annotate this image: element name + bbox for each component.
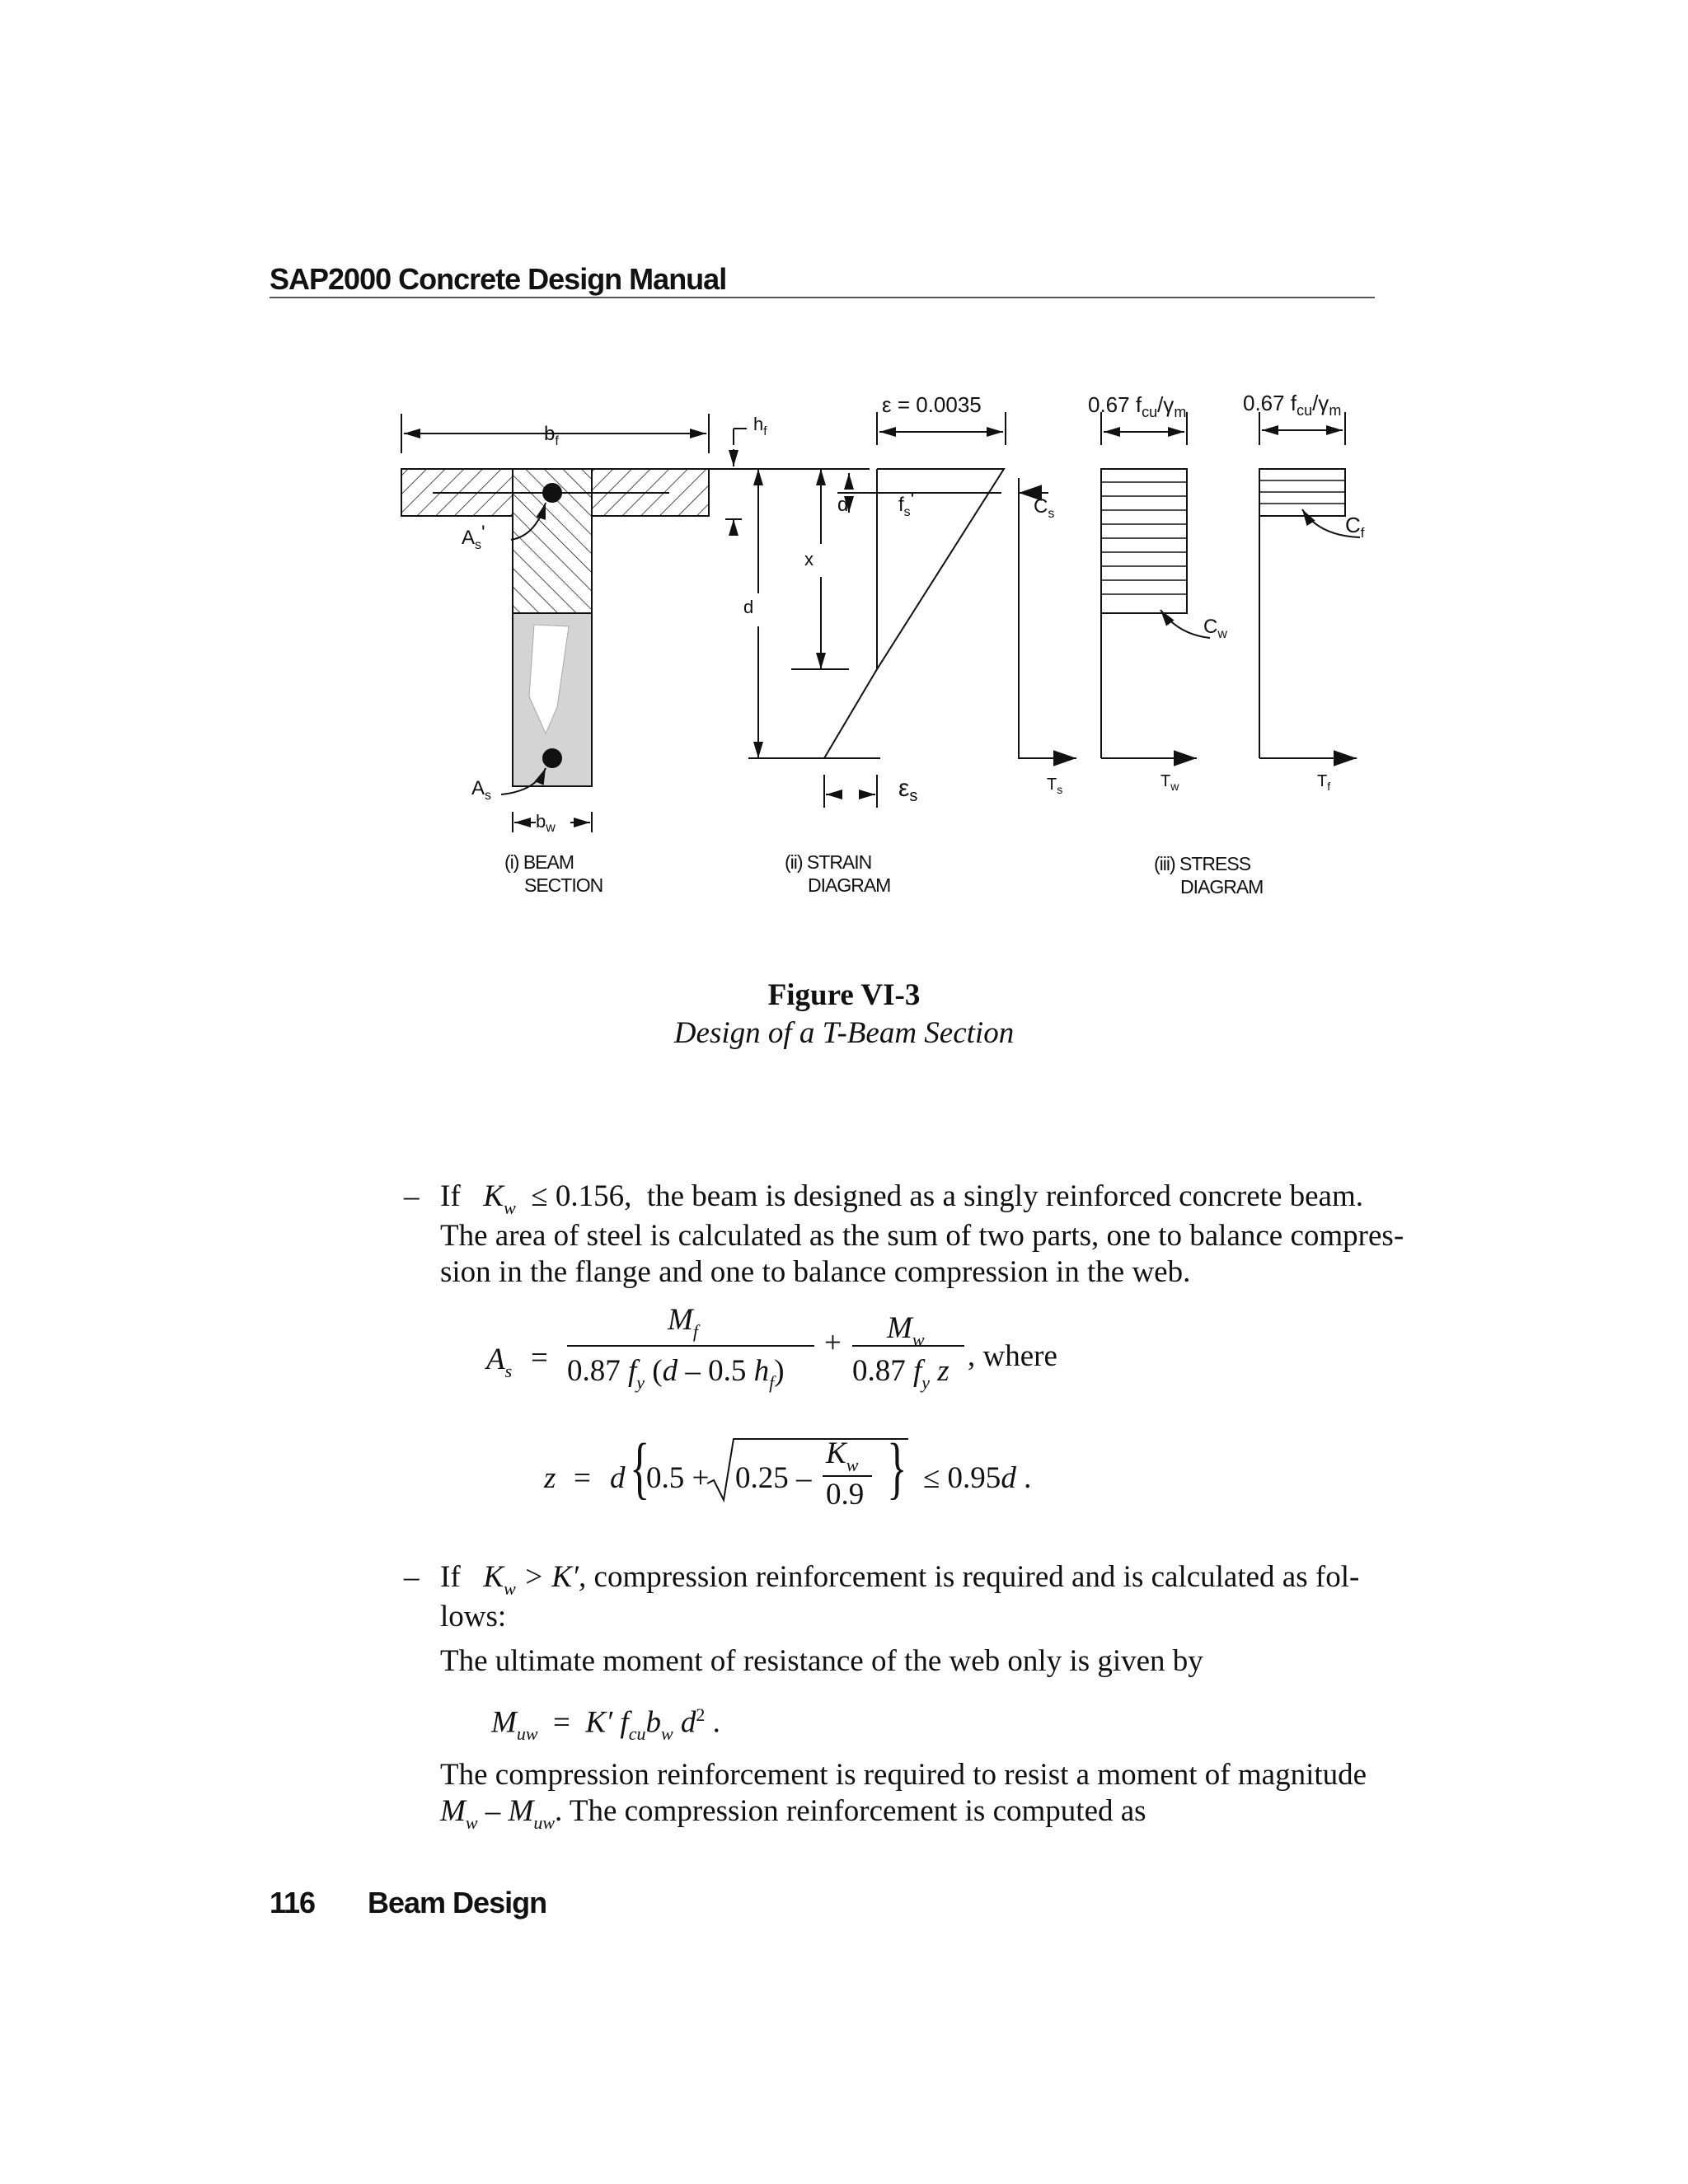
page-number: 116 bbox=[270, 1886, 316, 1919]
label-stress-2: DIAGRAM bbox=[1180, 876, 1264, 898]
flange-stress-lines bbox=[1259, 480, 1345, 504]
equation-z: z = d { 0.5 + 0.25 – $K_w$ 0.9 } ≤ 0.95d . bbox=[544, 1430, 1032, 1511]
label-as-prime: $A_s'$ bbox=[462, 522, 485, 552]
strain-upper bbox=[877, 469, 1004, 669]
web-stress-lines bbox=[1101, 482, 1187, 594]
label-cw: $C_w$ bbox=[1203, 616, 1227, 641]
t-beam-figure bbox=[0, 0, 1688, 948]
header-title: SAP2000 Concrete Design Manual bbox=[270, 262, 727, 296]
label-eps-s: $\varepsilon_s$ bbox=[898, 775, 918, 805]
strain-lower bbox=[824, 669, 877, 758]
fraction-bar-2 bbox=[852, 1345, 964, 1347]
web-stress-block bbox=[1101, 469, 1187, 613]
figure-caption-subtitle: Design of a T-Beam Section bbox=[673, 1016, 1015, 1050]
figure-caption-title: Figure VI-3 bbox=[767, 978, 921, 1012]
label-stress1: 0.67 $f_{cu}/\gamma_m$ bbox=[1088, 392, 1187, 420]
compression-steel bbox=[543, 484, 561, 502]
equation-as: $A_s$ = $M_f$ 0.87 $f_y$ (d – 0.5 $h_f$) + $M_w$ 0.87 $f_y$ z , where bbox=[486, 1303, 1057, 1393]
label-x: x bbox=[804, 549, 814, 569]
equation-muw: $M_{uw} = K'$ $f_{cu}b_w$ $d^2$ . bbox=[491, 1704, 720, 1745]
bullet-2-line-2: lows: bbox=[440, 1600, 507, 1633]
label-epsilon: ε = 0.0035 bbox=[882, 392, 982, 417]
label-d: d bbox=[743, 597, 754, 617]
cw-leader bbox=[1160, 610, 1210, 638]
label-hf: $h_f$ bbox=[753, 414, 767, 438]
paragraph-2-line-2: $M_w - M_{uw}$. The compression reinforcement is computed as bbox=[440, 1794, 1146, 1833]
bullet-1-line-1: If $K_w \le 0.156$, the beam is designed as a singly reinforced concrete beam. bbox=[440, 1179, 1364, 1218]
label-bf: $b_f$ bbox=[544, 423, 559, 448]
bullet-dash: – bbox=[404, 1179, 420, 1213]
label-cf: $C_f$ bbox=[1345, 513, 1365, 541]
steel-stress-outline bbox=[1019, 478, 1068, 758]
label-beam-section-2: SECTION bbox=[524, 874, 603, 896]
paragraph-compression bbox=[440, 1757, 1376, 1833]
label-ts: $T_s$ bbox=[1047, 776, 1063, 796]
tension-steel bbox=[543, 749, 561, 767]
label-d-prime: d' bbox=[837, 494, 852, 516]
label-strain-2: DIAGRAM bbox=[808, 874, 891, 896]
fraction-bar-1 bbox=[567, 1345, 814, 1347]
brace-right: } bbox=[887, 1430, 907, 1507]
bullet-2-line-1: If $K_w > K'$, compression reinforcement is required and is calculated as fol- bbox=[440, 1560, 1360, 1599]
label-stress2: 0.67 $f_{cu}/\gamma_m$ bbox=[1243, 391, 1342, 419]
label-bw: $b_w$ bbox=[536, 811, 556, 835]
label-tw: $T_w$ bbox=[1160, 772, 1179, 793]
label-stress-1: (iii) STRESS bbox=[1154, 853, 1251, 874]
label-strain-1: (ii) STRAIN bbox=[785, 851, 872, 873]
paragraph-2-line-1: The compression reinforcement is required to resist a moment of magnitude bbox=[440, 1758, 1367, 1792]
footer-section: Beam Design bbox=[368, 1886, 547, 1919]
bullet-1-line-2: The area of steel is calculated as the sum of two parts, one to balance compres- bbox=[440, 1219, 1404, 1253]
label-as: $A_s$ bbox=[471, 777, 492, 803]
brace-left: { bbox=[630, 1430, 650, 1507]
label-tf: $T_f$ bbox=[1317, 772, 1331, 793]
bullet-1-line-3: sion in the flange and one to balance compression in the web. bbox=[440, 1255, 1191, 1289]
paragraph-web-moment: The ultimate moment of resistance of the web only is given by bbox=[440, 1644, 1203, 1678]
label-beam-section-1: (i) BEAM bbox=[504, 851, 574, 873]
label-fs-prime: $f_s'$ bbox=[898, 489, 915, 519]
label-cs: $C_s$ bbox=[1034, 495, 1055, 521]
